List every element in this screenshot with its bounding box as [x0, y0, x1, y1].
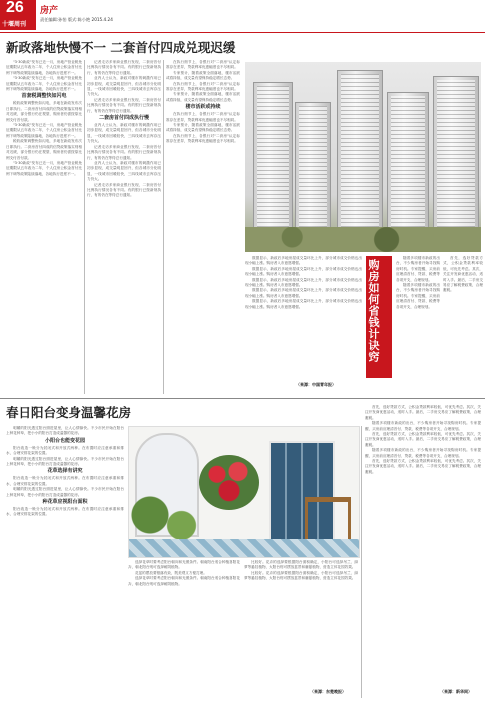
paragraph: 记者走访多家商业银行发现，二套房首付比例执行情况各有不同。有的银行已按新规执行，有的仍在等待总行通知。: [87, 97, 161, 113]
paragraph: 记者走访多家商业银行发现，二套房首付比例执行情况各有不同。有的银行已按新规执行，有的仍在等待总行通知。: [87, 182, 161, 198]
paragraph: 业内人士认为，新政对楼市的刺激作用已初步显现，成交量明显回升，但各城市分化明显，一线城市回暖较快，三四线城市去库存压力仍大。: [87, 76, 161, 97]
building-shape: [337, 70, 383, 252]
article2-source: （来源：东楚晚报）: [310, 689, 346, 694]
paragraph: 税收政策调整快如闪电，多地在新政发布次日即执行。二套房首付四成的信贷政策落实则相对迟缓，部分银行仍在观望，购房者仍需按原比例支付首付款。: [6, 139, 82, 160]
trees: [245, 227, 481, 252]
paragraph: 业内人士认为，新政对楼市的刺激作用已初步显现，成交量明显回升，但各城市分化明显，一线城市回暖较快，三四线城市去库存压力仍大。: [87, 160, 161, 182]
paragraph: 在执行细节上，各银行对"二套房"认定标准存在差异，贷款利率优惠幅度也不尽相同。: [166, 133, 240, 144]
paragraph: 比较好。花卉的选择要根据阳台面积确定，小阳台可选择吊兰、绿萝等悬挂植物，大阳台则可摆放盆景和藤蔓植物，营造立体花园效果。: [244, 560, 358, 570]
paragraph: 数据显示，新政后多地房屋成交量环比上升，部分城市成交价格也出现小幅上涨。购房者入市意愿增强。: [245, 299, 362, 309]
paragraph: 随着多项楼市新政的出台，不少购房者开始寻找购房时机。专家提醒，买房前应理清首付、贷款、税费等各项开支，合理规划。: [365, 421, 481, 431]
paragraph: 专家预计，随着政策全面落地，楼市活跃或将持续，成交量有望保持稳定增长态势。: [166, 70, 240, 81]
paper-name: 十堰周刊: [2, 21, 27, 28]
paragraph: 在执行细节上，各银行对"二套房"认定标准存在差异，贷款利率优惠幅度也不尽相同。: [166, 112, 240, 122]
article1-col2: [87, 60, 161, 394]
paragraph: 明媚的阳光透过阳台照进屋里，让人心情愉快。不少市民开始在阳台上种花种草，把小小的阳台打造成温馨的花房。: [6, 456, 124, 467]
paragraph: 首先，选好贷款方式，公积金贷款利率较低，可优先考虑。其次，关注开发商优惠活动，适时入手。最后，二手房交易应了解税费政策，合理避税。: [365, 432, 481, 447]
paragraph: "3·30新政"发布已近一月，房地产营业税免征期限从五年改为二年，个人住房公积金首付比例下调等政策陆续落地，各地执行进度不一。: [6, 60, 82, 75]
column-divider: [84, 60, 85, 394]
paragraph: "3·30新政"发布已近一月，房地产营业税免征期限从五年改为二年，个人住房公积金首付比例下调等政策陆续落地，各地执行进度不一。: [6, 123, 82, 138]
paragraph: 记者走访多家商业银行发现，二套房首付比例执行情况各有不同。有的银行已按新规执行，有的仍在等待总行通知。: [87, 144, 161, 160]
article2-col1: [6, 426, 124, 701]
paragraph: 选择花草时要考虑阳台朝向和光照条件。朝南阳台适合种植喜阳花卉，朝北阳台则可选择耐阴植物。: [128, 560, 240, 570]
paragraph: 明媚的阳光透过阳台照进屋里，让人心情愉快。不少市民开始在阳台上种花种草，把小小的阳台打造成温馨的花房。: [6, 426, 124, 436]
article1-col3: [166, 60, 240, 394]
paragraph: 专家预计，随着政策全面落地，楼市活跃或将持续，成交量有望保持稳定增长态势。: [166, 123, 240, 133]
sidebar-continued: [365, 405, 481, 685]
paragraph: 数据显示，新政后多地房屋成交量环比上升，部分城市成交价格也出现小幅上涨。购房者入市意愿增强。: [245, 266, 362, 277]
paragraph: 阳台改造一般分为封闭式和开放式两种。在布置时应注意承重和排水，合理安排花架的位置。: [6, 507, 124, 517]
paragraph: 首先，选好贷款方式，公积金贷款利率较低，可优先考虑。其次，关注开发商优惠活动，适时入手。最后，二手房交易应了解税费政策，合理避税。: [365, 459, 481, 474]
paragraph: 首先，选好贷款方式，公积金贷款利率较低，可优先考虑。其次，关注开发商优惠活动，适时入手。最后，二手房交易应了解税费政策，合理避税。: [365, 405, 481, 420]
paragraph: 业内人士认为，新政对楼市的刺激作用已初步显现，成交量明显回升，但各城市分化明显，一线城市回暖较快，三四线城市去库存压力仍大。: [87, 123, 161, 144]
page-number: 26: [6, 0, 24, 16]
page-credits: 责任编辑:孙怡 版式:陈小艳 2015.4.24: [40, 17, 113, 22]
article1-subhead-2: 二套房首付四成执行慢: [98, 115, 149, 122]
article2-headline: 春日阳台变身温馨花房: [6, 405, 132, 420]
residential-buildings-photo: [245, 62, 481, 252]
story-divider: [0, 398, 485, 399]
balcony-garden-photo: [128, 426, 360, 558]
sidebar-col1: [396, 256, 440, 380]
paragraph: 在执行细节上，各银行对"二套房"认定标准存在差异，贷款利率优惠幅度也不尽相同。: [166, 60, 240, 70]
article1-col4: [245, 256, 362, 380]
column-divider: [361, 426, 362, 698]
paragraph: "3·30新政"发布已近一月，房地产营业税免征期限从五年改为二年，个人住房公积金首付比例下调等政策陆续落地，各地执行进度不一。: [6, 160, 82, 176]
article1-col1: [6, 60, 82, 394]
paragraph: 税收政策调整快如闪电，多地在新政发布次日即执行。二套房首付四成的信贷政策落实则相对迟缓，部分银行仍在观望，购房者仍需按原比例支付首付款。: [6, 101, 82, 122]
article1-source: （来源：中国青年报）: [296, 382, 336, 387]
paragraph: 随着多项楼市新政的出台，不少购房者开始寻找购房时机。专家提醒，买房前应理清首付、贷款、税费等各项开支，合理规划。: [365, 448, 481, 458]
paragraph: 数据显示，新政后多地房屋成交量环比上升，部分城市成交价格也出现小幅上涨。购房者入市意愿增强。: [245, 277, 362, 288]
paragraph: 记者走访多家商业银行发现，二套房首付比例执行情况各有不同。有的银行已按新规执行，有的仍在等待总行通知。: [87, 60, 161, 75]
sidebar-col2: [443, 256, 483, 380]
article2-subhead-3: 种花草应视阳台面积: [42, 499, 88, 506]
sidebar-title-box: [366, 256, 392, 378]
sidebar-source: （来源：新华网）: [440, 689, 472, 694]
paragraph: "3·30新政"发布已近一月，房地产营业税免征期限从五年改为二年，个人住房公积金首付比例下调等政策陆续落地，各地执行进度不一。: [6, 76, 82, 92]
article2-col3: [244, 560, 358, 686]
page-number-badge: [0, 0, 36, 30]
paragraph: 明媚的阳光透过阳台照进屋里，让人心情愉快。不少市民开始在阳台上种花种草，把小小的阳台打造成温馨的花房。: [6, 487, 124, 497]
column-divider: [163, 60, 164, 394]
article1-headline: 新政落地快慢不一 二套首付四成兑现迟缓: [6, 40, 236, 55]
paragraph: 随着多项楼市新政的出台，不少购房者开始寻找购房时机。专家提醒，买房前应理清首付、贷款、税费等各项开支，合理规划。: [396, 283, 440, 309]
paragraph: 阳台改造一般分为封闭式和开放式两种。在布置时应注意承重和排水，合理安排花架的位置。: [6, 445, 124, 456]
paragraph: 花盆的摆放要错落有致，既美观又方便打理。: [135, 570, 207, 575]
article2-subhead-1: 小阳台也能变花园: [44, 437, 85, 444]
paragraph: 数据显示，新政后多地房屋成交量环比上升，部分城市成交价格也出现小幅上涨。购房者入市意愿增强。: [245, 256, 362, 266]
building-shape: [433, 76, 479, 252]
flower-bush: [199, 455, 259, 510]
article2-subhead-2: 花草选择有讲究: [47, 468, 83, 475]
sidebar-title: 购房如何省钱计诀窍: [367, 259, 380, 363]
paragraph: 专家预计，随着政策全面落地，楼市活跃或将持续，成交量有望保持稳定增长态势。: [166, 92, 240, 102]
paragraph: 随着多项楼市新政的出台，不少购房者开始寻找购房时机。专家提醒，买房前应理清首付、贷款、税费等各项开支，合理规划。: [396, 256, 440, 282]
paragraph: 数据显示，新政后多地房屋成交量环比上升，部分城市成交价格也出现小幅上涨。购房者入市意愿增强。: [245, 288, 362, 298]
article2-col2: [128, 560, 240, 698]
header-rule: [0, 32, 485, 33]
article1-subhead-1: 首套税调整快如闪电: [21, 93, 67, 100]
paragraph: 比较好。花卉的选择要根据阳台面积确定，小阳台可选择吊兰、绿萝等悬挂植物，大阳台则可摆放盆景和藤蔓植物，营造立体花园效果。: [244, 570, 358, 581]
tiled-floor: [129, 539, 359, 557]
paragraph: 在执行细节上，各银行对"二套房"认定标准存在差异，贷款利率优惠幅度也不尽相同。: [166, 81, 240, 92]
article1-subhead-3: 楼市活跃或持续: [185, 104, 221, 111]
paragraph: 首先，选好贷款方式，公积金贷款利率较低，可优先考虑。其次，关注开发商优惠活动，适时入手。最后，二手房交易应了解税费政策，合理避税。: [443, 256, 483, 293]
section-title: 房产: [40, 6, 59, 16]
paragraph: 阳台改造一般分为封闭式和开放式两种。在布置时应注意承重和排水，合理安排花架的位置。: [6, 476, 124, 486]
paragraph: 选择花草时要考虑阳台朝向和光照条件。朝南阳台适合种植喜阳花卉，朝北阳台则可选择耐阴植物。: [128, 576, 240, 586]
